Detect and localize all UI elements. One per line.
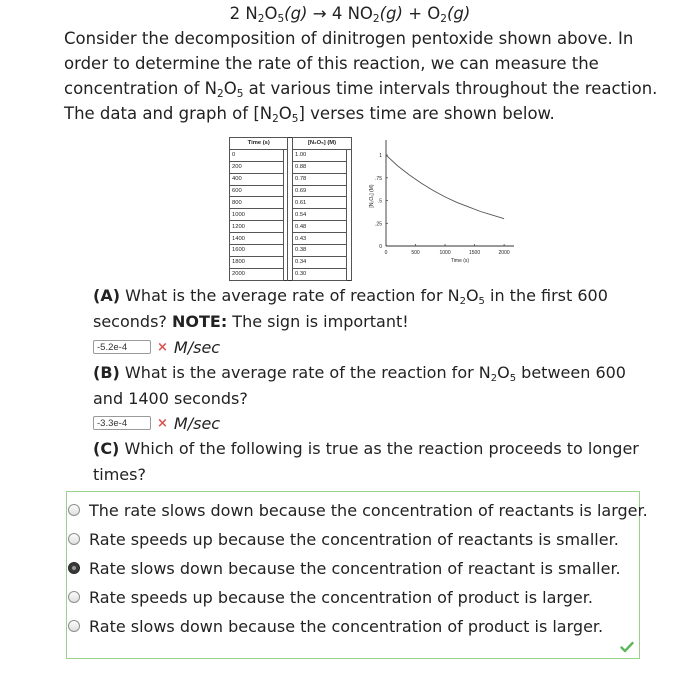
table-row	[230, 149, 352, 161]
answer-a-unit: M/sec	[173, 337, 221, 357]
question-a: (A) What is the average rate of reaction for $N_2O_5$ in the first 600 seconds? NOTE: The sign is important!	[93, 286, 608, 331]
table-row	[230, 268, 352, 280]
choice-label: Rate slows down because the concentration of product is larger.	[89, 616, 604, 636]
table-row	[230, 173, 352, 185]
radio-button[interactable]	[68, 620, 80, 632]
y-tick-label: .25	[375, 221, 382, 228]
concentration-cell: 0.48	[292, 221, 346, 233]
time-cell: 800	[230, 197, 284, 209]
y-tick-label: 0	[379, 244, 382, 250]
time-cell: 1000	[230, 209, 284, 221]
concentration-cell: 0.78	[292, 173, 346, 185]
question-b: (B) What is the average rate of the reaction for $N_2O_5$ between 600 and 1400 seconds?	[93, 363, 626, 408]
choice-2[interactable]	[68, 527, 619, 551]
incorrect-x-icon: ×	[157, 415, 168, 431]
time-cell: 1400	[230, 233, 284, 245]
answer-a-row	[93, 338, 220, 356]
table-header-time: Time (s)	[230, 138, 288, 150]
series-line	[386, 155, 504, 219]
table-row	[230, 256, 352, 268]
table-row	[230, 185, 352, 197]
radio-button[interactable]	[68, 562, 80, 574]
table-body	[230, 149, 352, 280]
choice-label: The rate slows down because the concentration of reactants is larger.	[89, 500, 648, 520]
concentration-cell: 0.69	[292, 185, 346, 197]
y-axis-label: [N₂O₅] (M)	[369, 184, 375, 208]
x-tick-label: 2000	[498, 250, 510, 256]
time-cell: 200	[230, 161, 284, 173]
table-row	[230, 245, 352, 257]
concentration-cell: 0.38	[292, 245, 346, 257]
time-cell: 1600	[230, 245, 284, 257]
intro-paragraph: Consider the decomposition of dinitrogen pentoxide shown above. In order to determine the rate of this reaction, we can measure the concentration of $N_2O_5$ at various time intervals throughout the reaction. The data and graph of $[N_2O_5]$ verses time are shown below.	[64, 29, 658, 125]
correct-check-icon	[620, 641, 634, 653]
answer-b-input[interactable]: -3.3e-4	[93, 416, 151, 430]
table-row	[230, 209, 352, 221]
concentration-cell: 0.34	[292, 256, 346, 268]
answer-b-unit: M/sec	[173, 413, 221, 433]
time-cell: 1800	[230, 256, 284, 268]
answer-a-input[interactable]: -5.2e-4	[93, 340, 151, 354]
time-cell: 2000	[230, 268, 284, 280]
concentration-cell: 0.30	[292, 268, 346, 280]
concentration-cell: 0.88	[292, 161, 346, 173]
table-row	[230, 221, 352, 233]
x-tick-label: 1500	[469, 250, 481, 256]
concentration-table	[229, 137, 352, 281]
y-tick-label: .75	[375, 175, 382, 182]
choice-3[interactable]	[68, 556, 621, 580]
choice-label: Rate slows down because the concentration of reactant is smaller.	[89, 558, 621, 578]
reaction-equation: 2 $N_2O_5(g) \to 4$ $NO_2(g) + O_2(g)$	[229, 4, 471, 25]
y-tick-label: 1	[379, 153, 382, 160]
concentration-cell: 0.43	[292, 233, 346, 245]
time-cell: 0	[230, 149, 284, 161]
table-header-concentration: [N₂O₅] (M)	[292, 138, 351, 150]
radio-button[interactable]	[68, 591, 80, 603]
choice-1[interactable]	[68, 498, 648, 522]
incorrect-x-icon: ×	[157, 339, 168, 355]
x-axis-label: Time (s)	[450, 258, 470, 264]
table-row	[230, 161, 352, 173]
answer-b-row	[93, 414, 220, 432]
choice-label: Rate speeds up because the concentration of product is larger.	[89, 587, 593, 607]
y-tick-label: .5	[377, 198, 382, 205]
table-row	[230, 233, 352, 245]
choice-4[interactable]	[68, 585, 593, 609]
table-row	[230, 197, 352, 209]
x-tick-label: 500	[411, 250, 420, 256]
x-tick-label: 1000	[439, 250, 451, 256]
concentration-chart	[360, 134, 520, 266]
time-cell: 400	[230, 173, 284, 185]
choice-5[interactable]	[68, 614, 603, 638]
radio-button[interactable]	[68, 504, 80, 516]
time-cell: 600	[230, 185, 284, 197]
concentration-cell: 1.00	[292, 149, 346, 161]
concentration-cell: 0.61	[292, 197, 346, 209]
time-cell: 1200	[230, 221, 284, 233]
question-c: (C) Which of the following is true as the reaction proceeds to longer times?	[93, 439, 639, 484]
x-tick-label: 0	[384, 250, 388, 256]
radio-button[interactable]	[68, 533, 80, 545]
choice-label: Rate speeds up because the concentration of reactants is smaller.	[89, 529, 619, 549]
concentration-cell: 0.54	[292, 209, 346, 221]
